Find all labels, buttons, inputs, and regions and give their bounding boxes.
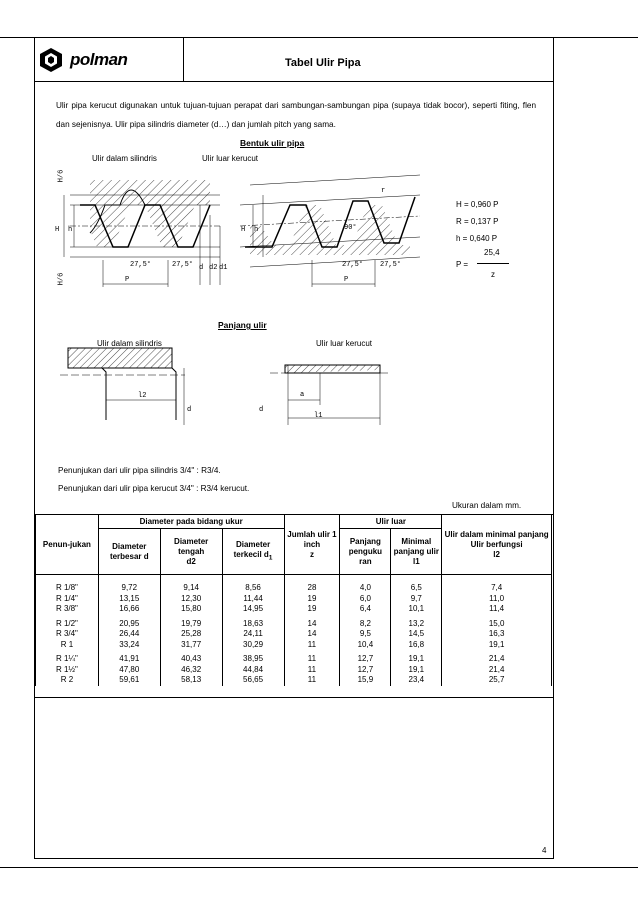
table-cell: 12,30	[160, 594, 222, 605]
table-cell: 9,14	[160, 575, 222, 594]
header-penunjukan: Penun-jukan	[36, 515, 99, 575]
intro-paragraph: Ulir pipa kerucut digunakan untuk tujuan-tujuan perapat dari sambungan-sambungan pipa (supaya tidak bocor), seperti fiting, flen dan sejenisnya. Ulir pipa silindris diameter (d…) dan jumlah pitch yang sama.	[56, 101, 536, 129]
table-cell: 16,8	[391, 640, 442, 651]
header-panjang-pengukuran: Panjang penguku ran	[340, 529, 391, 575]
table-cell: 19	[284, 604, 340, 615]
table-cell: 11,44	[222, 594, 284, 605]
table-cell: 19,1	[442, 640, 552, 651]
table-cell: 16,3	[442, 629, 552, 640]
table-cell: 41,91	[98, 650, 160, 665]
table-cell: 19	[284, 594, 340, 605]
table-cell: R 2	[36, 675, 99, 686]
table-row	[36, 675, 552, 686]
table-row	[36, 604, 552, 615]
table-bottom-rule	[34, 697, 553, 698]
logo-text: polman	[70, 50, 128, 69]
table-cell: R 1½"	[36, 665, 99, 676]
dim-H-left: H	[55, 226, 60, 234]
dim-r: r	[381, 187, 386, 195]
page-number: 4	[542, 846, 547, 855]
formula-R: R = 0,137 P	[456, 217, 499, 226]
table-cell: 4,0	[340, 575, 391, 594]
table-cell: 15,9	[340, 675, 391, 686]
table-cell: 44,84	[222, 665, 284, 676]
table-cell: 13,2	[391, 615, 442, 630]
table-cell: 11	[284, 665, 340, 676]
formula-P-den: z	[491, 270, 495, 279]
formula-P-lhs: P =	[456, 260, 469, 269]
table-cell: 40,43	[160, 650, 222, 665]
dim-P-left: P	[125, 276, 130, 284]
dim-h-left: h	[68, 226, 73, 234]
table-cell: 59,61	[98, 675, 160, 686]
table-row	[36, 594, 552, 605]
dim-d1: d1	[219, 264, 228, 272]
table-cell: R 1/8"	[36, 575, 99, 594]
table-cell: 6,0	[340, 594, 391, 605]
table-cell: 19,1	[391, 650, 442, 665]
table-cell: 25,28	[160, 629, 222, 640]
dim-a: a	[300, 391, 305, 399]
header-diameter-terkecil	[222, 529, 284, 575]
panjang-right-label: Ulir luar kerucut	[316, 339, 373, 348]
header-minimal-panjang	[391, 529, 442, 575]
table-row	[36, 629, 552, 640]
formula-fraction-bar	[477, 263, 509, 264]
dim-d: d	[199, 264, 204, 272]
header-ulir-dalam	[442, 515, 552, 575]
thread-profile-diagram	[50, 165, 430, 295]
note-silindris: Penunjukan dari ulir pipa silindris 3/4" : R3/4.	[58, 466, 221, 475]
table-cell: 19,1	[391, 665, 442, 676]
table-cell: 13,15	[98, 594, 160, 605]
table-cell: 14,95	[222, 604, 284, 615]
table-cell: 56,65	[222, 675, 284, 686]
table-cell: 9,5	[340, 629, 391, 640]
table-row	[36, 615, 552, 630]
table-cell: 16,66	[98, 604, 160, 615]
dim-angle-right-2: 27,5°	[380, 261, 402, 269]
table-cell: 15,80	[160, 604, 222, 615]
header-jumlah-ulir	[284, 515, 340, 575]
table-cell: 24,11	[222, 629, 284, 640]
table-cell: 14	[284, 615, 340, 630]
header-rule	[34, 81, 553, 82]
table-cell: 10,1	[391, 604, 442, 615]
table-cell: 11,0	[442, 594, 552, 605]
table-cell: 12,7	[340, 665, 391, 676]
table-cell: 31,77	[160, 640, 222, 651]
table-cell: 11	[284, 640, 340, 651]
header-ulir-dalam-label: Ulir dalam minimal panjang Ulir berfungsi	[444, 529, 549, 549]
table-cell: R 3/4"	[36, 629, 99, 640]
header-z: z	[309, 549, 314, 559]
dim-d-right: d	[259, 406, 264, 414]
table-cell: 21,4	[442, 665, 552, 676]
thread-length-diagram	[60, 345, 390, 430]
formula-P-num: 25,4	[484, 248, 500, 257]
table-cell: 11,4	[442, 604, 552, 615]
table-cell: 8,2	[340, 615, 391, 630]
header-divider	[183, 37, 184, 81]
bentuk-right-label: Ulir luar kerucut	[202, 154, 259, 163]
panjang-title: Panjang ulir	[218, 320, 267, 330]
table-cell: R 1/4"	[36, 594, 99, 605]
dim-angle-left: 27,5°	[130, 261, 152, 269]
header-l2: l2	[493, 549, 500, 559]
bottom-rule	[0, 867, 638, 868]
pipe-thread-table	[35, 514, 552, 686]
header-diameter-tengah	[160, 529, 222, 575]
table-cell: 58,13	[160, 675, 222, 686]
table-cell: 18,63	[222, 615, 284, 630]
table-cell: R 1/2"	[36, 615, 99, 630]
table-cell: 14,5	[391, 629, 442, 640]
dim-l2: l2	[138, 392, 147, 400]
polman-logo-icon	[38, 47, 64, 73]
table-cell: 33,24	[98, 640, 160, 651]
dim-H-right: H	[241, 226, 246, 234]
table-cell: 15,0	[442, 615, 552, 630]
header-d1-sub: 1	[268, 554, 273, 562]
header-diameter-terbesar: Diameter terbesar d	[98, 529, 160, 575]
table-cell: 8,56	[222, 575, 284, 594]
header-minimal-panjang-label: Minimal panjang ulir	[393, 536, 439, 556]
bentuk-left-label: Ulir dalam silindris	[92, 154, 157, 163]
dim-h6-top: H/6	[57, 169, 66, 183]
table-cell: 7,4	[442, 575, 552, 594]
header-l1: l1	[412, 556, 420, 566]
dim-h-right: h	[254, 226, 259, 234]
table-cell: 14	[284, 629, 340, 640]
dim-l1: l1	[314, 412, 323, 420]
header-d2: d2	[186, 556, 196, 566]
header-diameter-group: Diameter pada bidang ukur	[98, 515, 284, 529]
header-jumlah-ulir-label: Jumlah ulir 1 inch	[287, 529, 337, 549]
header-diameter-tengah-label: Diameter tengah	[174, 536, 209, 556]
dim-angle-right: 27,5°	[342, 261, 364, 269]
table-cell: R 3/8"	[36, 604, 99, 615]
dim-P-right: P	[344, 276, 349, 284]
dim-h6-bottom: H/6	[57, 272, 66, 286]
panjang-left-label: Ulir dalam silindris	[97, 339, 162, 348]
table-cell: 46,32	[160, 665, 222, 676]
table-cell: 47,80	[98, 665, 160, 676]
table-cell: R 1¼"	[36, 650, 99, 665]
table-cell: 28	[284, 575, 340, 594]
table-row	[36, 665, 552, 676]
dim-d2: d2	[209, 264, 218, 272]
table-cell: 23,4	[391, 675, 442, 686]
table-cell: 9,7	[391, 594, 442, 605]
formula-h: h = 0,640 P	[456, 234, 498, 243]
dim-90: 90°	[344, 224, 357, 232]
table-cell: 19,79	[160, 615, 222, 630]
table-cell: 38,95	[222, 650, 284, 665]
table-cell: 26,44	[98, 629, 160, 640]
formula-H: H = 0,960 P	[456, 200, 499, 209]
dim-d-left: d	[187, 406, 192, 414]
units-note: Ukuran dalam mm.	[452, 501, 522, 510]
table-cell: 10,4	[340, 640, 391, 651]
table-cell: 25,7	[442, 675, 552, 686]
table-cell: 6,5	[391, 575, 442, 594]
table-cell: 6,4	[340, 604, 391, 615]
table-cell: 30,29	[222, 640, 284, 651]
header-ulir-luar: Ulir luar	[340, 515, 442, 529]
table-cell: R 1	[36, 640, 99, 651]
table-cell: 20,95	[98, 615, 160, 630]
table-row	[36, 640, 552, 651]
note-kerucut: Penunjukan dari ulir pipa kerucut 3/4" : R3/4 kerucut.	[58, 484, 250, 493]
table-cell: 11	[284, 675, 340, 686]
bentuk-title: Bentuk ulir pipa	[240, 138, 305, 148]
table-row	[36, 575, 552, 594]
table-cell: 21,4	[442, 650, 552, 665]
table-row	[36, 650, 552, 665]
table-cell: 9,72	[98, 575, 160, 594]
table-cell: 11	[284, 650, 340, 665]
logo	[38, 40, 128, 80]
dim-angle-left-2: 27,5°	[172, 261, 194, 269]
table-cell: 12,7	[340, 650, 391, 665]
page-title: Tabel Ulir Pipa	[285, 57, 361, 69]
header-diameter-terkecil-label: Diameter terkecil d	[233, 539, 271, 559]
